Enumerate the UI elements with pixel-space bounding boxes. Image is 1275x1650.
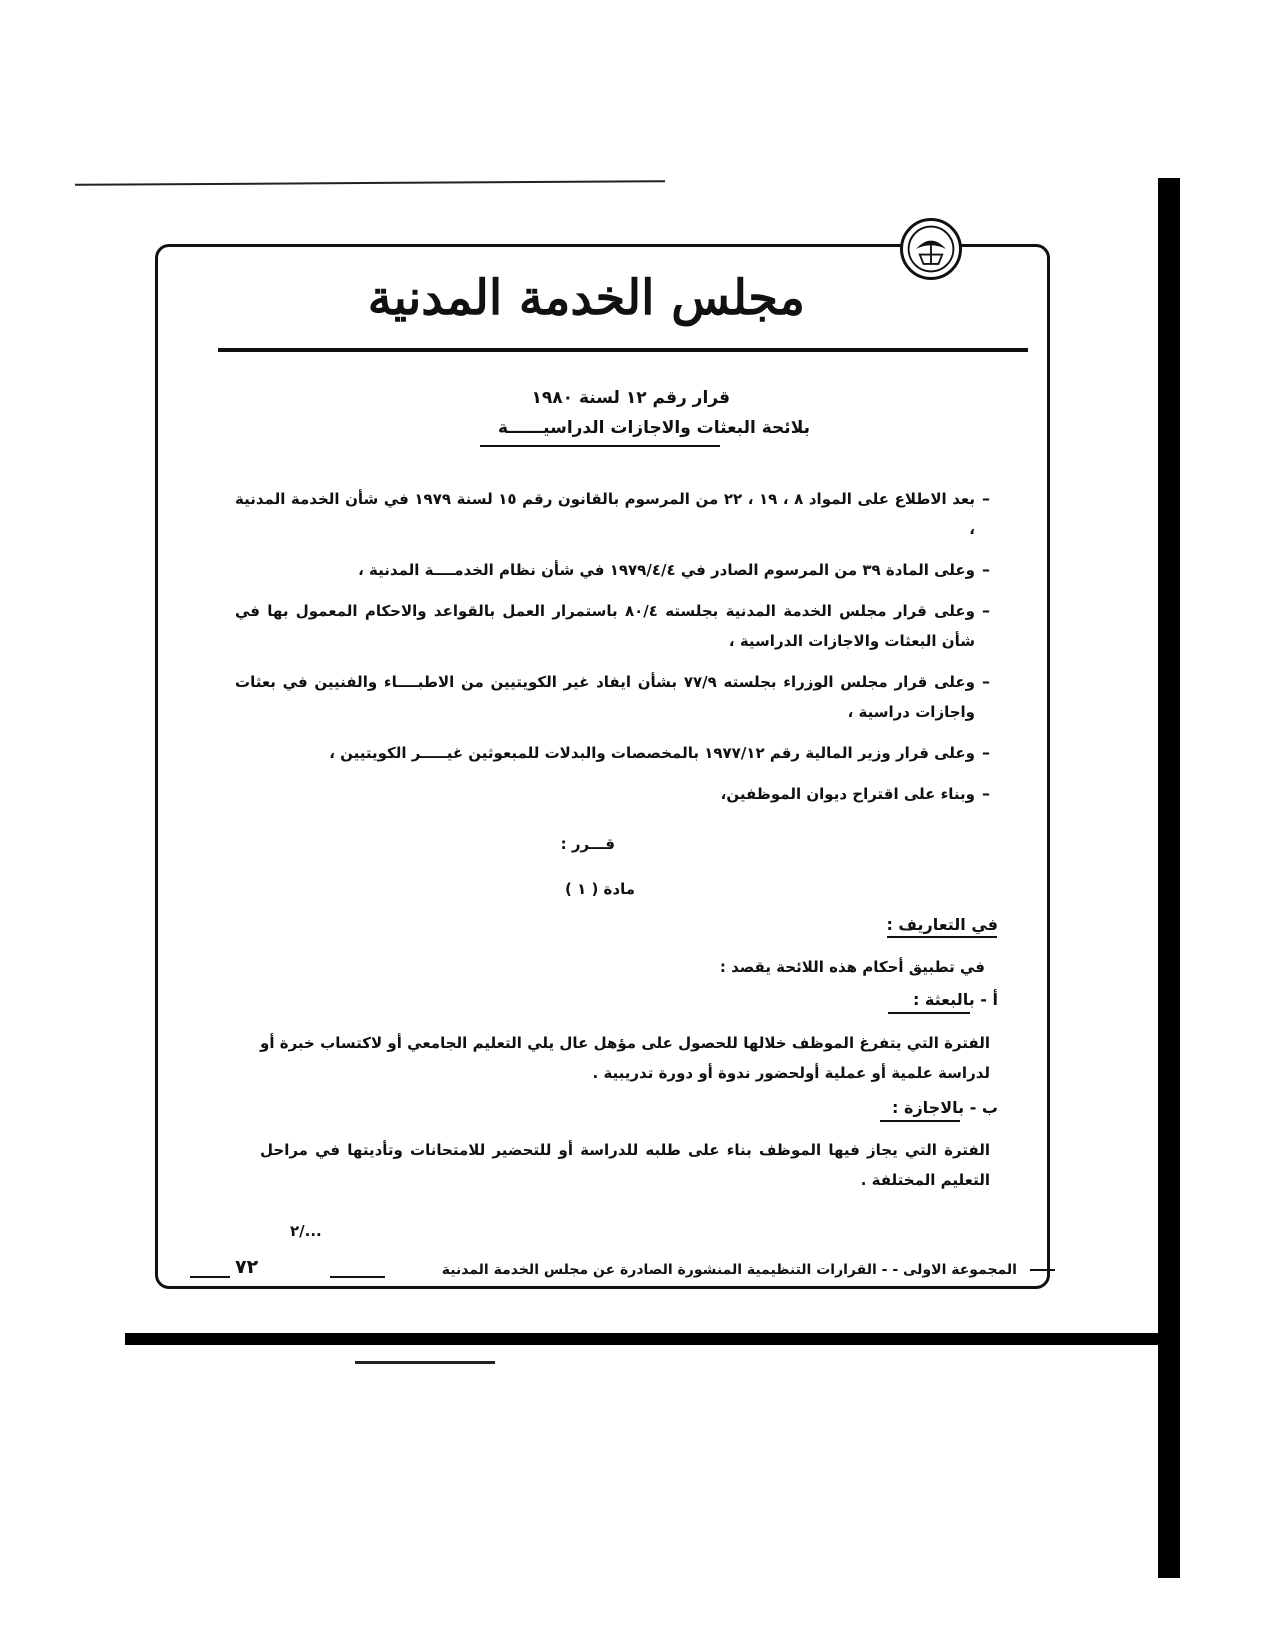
list-item-text: وعلى المادة ٣٩ من المرسوم الصادر في ١٩٧٩/٤/٤ في شأن نظام الخدمــــة المدنية ،	[358, 561, 975, 579]
definitions-heading: في التعاريف :	[886, 915, 998, 934]
page-number: ٧٢	[235, 1256, 259, 1278]
masthead-rule	[218, 348, 1028, 352]
list-dash: –	[982, 672, 990, 691]
scan-edge-right	[1158, 178, 1180, 1578]
list-dash: –	[982, 784, 990, 803]
definition-b-label: ب - بالاجازة :	[892, 1098, 998, 1117]
subject-underline	[480, 445, 720, 447]
scan-rule-top	[75, 180, 665, 186]
list-item-text: وعلى قرار مجلس الوزراء بجلسته ٧٧/٩ بشأن ايفاد غير الكويتيين من الاطبــــاء والفنيين في بعثات واجازات دراسية ،	[235, 673, 975, 721]
list-dash: –	[982, 743, 990, 762]
definition-b-text: الفترة التي يجاز فيها الموظف بناء على طلبه للدراسة أو للتحضير للامتحانات وتأديتها في مراحل التعليم المختلفة .	[260, 1141, 990, 1189]
article-heading: مادة ( ١ )	[564, 880, 635, 898]
list-item	[235, 667, 997, 727]
decision-number: قرار رقم ١٢ لسنة ١٩٨٠	[531, 388, 730, 408]
list-dash: –	[982, 601, 990, 620]
list-item-text: بعد الاطلاع على المواد ٨ ، ١٩ ، ٢٢ من المرسوم بالقانون رقم ١٥ لسنة ١٩٧٩ في شأن الخدمة المدنية ،	[235, 490, 975, 538]
definitions-underline	[887, 936, 997, 938]
list-item	[235, 779, 997, 809]
definition-a-label: أ - بالبعثة :	[912, 990, 998, 1009]
preamble-list	[235, 484, 997, 820]
scan-edge-bottom	[125, 1333, 1180, 1345]
continuation-mark: ٢/...	[290, 1222, 322, 1240]
scan-mark-bottom	[355, 1361, 495, 1364]
list-item	[235, 555, 997, 585]
masthead-title: مجلس الخدمة المدنية	[367, 270, 805, 326]
kuwait-emblem-icon	[900, 218, 962, 280]
list-item	[235, 484, 997, 544]
definition-a-text: الفترة التي يتفرغ الموظف خلالها للحصول على مؤهل عال يلي التعليم الجامعي أو لاكتساب خبرة أو لدراسة علمية أو عملية أولحضور ندوة أو دورة تدريبية .	[260, 1034, 990, 1082]
list-item	[235, 596, 997, 656]
list-item	[235, 738, 997, 768]
apply-text: في تطبيق أحكام هذه اللائحة يقصد :	[719, 958, 985, 976]
decided-heading: قـــرر :	[560, 835, 615, 853]
footer-text: المجموعة الاولى - - القرارات التنظيمية المنشورة الصادرة عن مجلس الخدمة المدنية	[441, 1262, 1017, 1278]
list-item-text: وعلى قرار مجلس الخدمة المدنية بجلسته ٨٠/٤ باستمرار العمل بالقواعد والاحكام المعمول بها في شأن البعثات والاجازات الدراسية ،	[235, 602, 975, 650]
list-dash: –	[982, 560, 990, 579]
list-dash: –	[982, 489, 990, 508]
decision-subject: بلائحة البعثات والاجازات الدراسيــــــة	[497, 418, 810, 438]
footer-rule-left	[190, 1276, 230, 1278]
list-item-text: وبناء على اقتراح ديوان الموظفين،	[720, 785, 975, 803]
footer-dash	[330, 1276, 385, 1278]
definition-a-underline	[888, 1012, 970, 1014]
footer-rule-right	[1030, 1269, 1055, 1271]
list-item-text: وعلى قرار وزير المالية رقم ١٩٧٧/١٢ بالمخصصات والبدلات للمبعوثين غيـــــر الكويتيين ،	[329, 744, 975, 762]
definition-b-underline	[880, 1120, 960, 1122]
